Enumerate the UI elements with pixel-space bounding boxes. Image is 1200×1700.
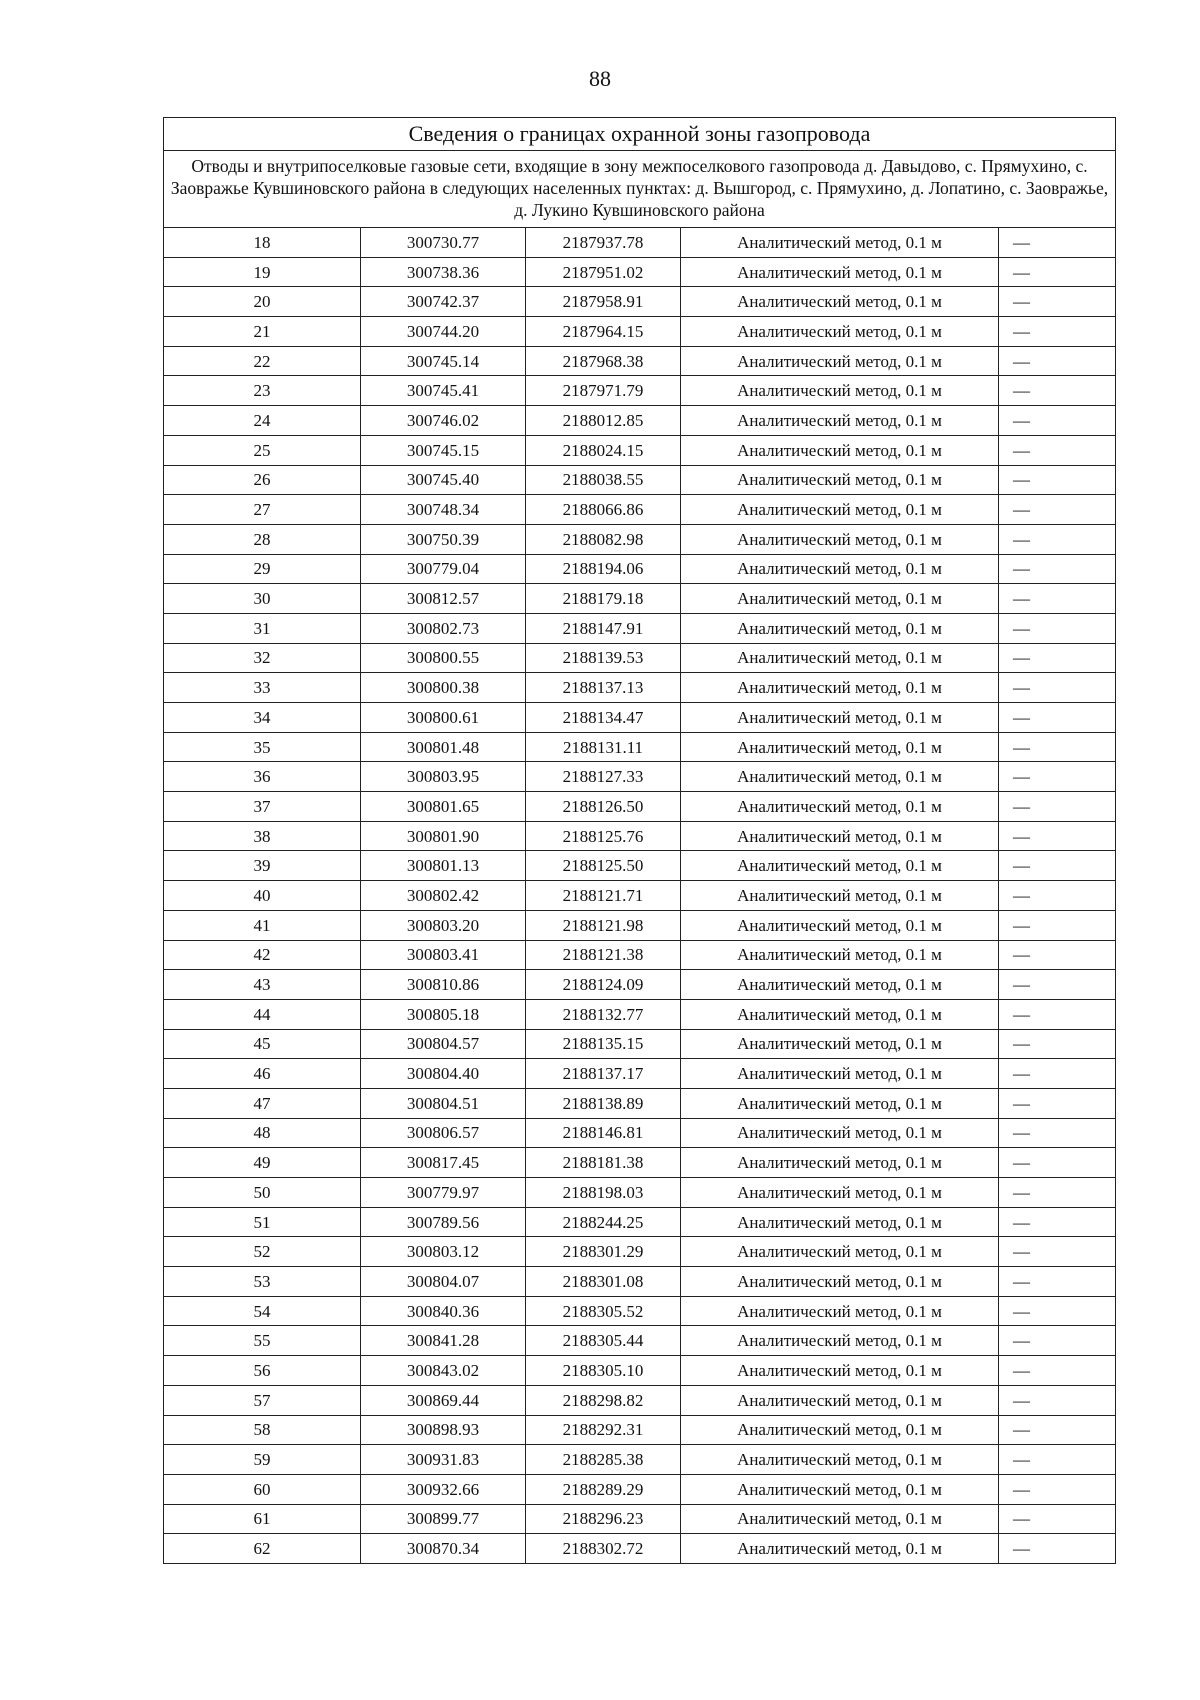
method-cell: Аналитический метод, 0.1 м [681, 495, 999, 525]
table-row [164, 1178, 1116, 1208]
point-number-cell: 30 [164, 584, 361, 614]
point-number-cell: 26 [164, 465, 361, 495]
method-cell: Аналитический метод, 0.1 м [681, 999, 999, 1029]
note-cell: — [999, 732, 1116, 762]
point-number-cell: 60 [164, 1474, 361, 1504]
method-cell: Аналитический метод, 0.1 м [681, 584, 999, 614]
y-coordinate-cell: 2188121.71 [526, 881, 681, 911]
point-number-cell: 31 [164, 613, 361, 643]
table-row [164, 1504, 1116, 1534]
point-number-cell: 52 [164, 1237, 361, 1267]
table-subtitle: Отводы и внутрипоселковые газовые сети, входящие в зону межпоселкового газопровода д. Давыдово, с. Прямухино, с. Заовражье Кувшиновского района в следующих населенных пунктах: д. Вышгород, с. Прямухино, д. Лопатино, с. Заовражье, д. Лукино Кувшиновского района [164, 151, 1116, 228]
table-row [164, 762, 1116, 792]
method-cell: Аналитический метод, 0.1 м [681, 1088, 999, 1118]
note-cell: — [999, 762, 1116, 792]
note-cell: — [999, 376, 1116, 406]
y-coordinate-cell: 2187951.02 [526, 257, 681, 287]
note-cell: — [999, 940, 1116, 970]
x-coordinate-cell: 300817.45 [361, 1148, 526, 1178]
y-coordinate-cell: 2188132.77 [526, 999, 681, 1029]
table-row [164, 1088, 1116, 1118]
method-cell: Аналитический метод, 0.1 м [681, 821, 999, 851]
y-coordinate-cell: 2187937.78 [526, 228, 681, 258]
y-coordinate-cell: 2188127.33 [526, 762, 681, 792]
note-cell: — [999, 1385, 1116, 1415]
method-cell: Аналитический метод, 0.1 м [681, 1207, 999, 1237]
x-coordinate-cell: 300899.77 [361, 1504, 526, 1534]
table-row [164, 346, 1116, 376]
note-cell: — [999, 584, 1116, 614]
x-coordinate-cell: 300898.93 [361, 1415, 526, 1445]
y-coordinate-cell: 2188125.76 [526, 821, 681, 851]
note-cell: — [999, 435, 1116, 465]
point-number-cell: 44 [164, 999, 361, 1029]
y-coordinate-cell: 2188179.18 [526, 584, 681, 614]
y-coordinate-cell: 2188134.47 [526, 703, 681, 733]
method-cell: Аналитический метод, 0.1 м [681, 1534, 999, 1564]
table-row [164, 792, 1116, 822]
note-cell: — [999, 999, 1116, 1029]
table-row [164, 1029, 1116, 1059]
note-cell: — [999, 1059, 1116, 1089]
method-cell: Аналитический метод, 0.1 м [681, 703, 999, 733]
point-number-cell: 34 [164, 703, 361, 733]
note-cell: — [999, 228, 1116, 258]
method-cell: Аналитический метод, 0.1 м [681, 970, 999, 1000]
table-row [164, 1474, 1116, 1504]
point-number-cell: 19 [164, 257, 361, 287]
x-coordinate-cell: 300869.44 [361, 1385, 526, 1415]
x-coordinate-cell: 300779.97 [361, 1178, 526, 1208]
y-coordinate-cell: 2188296.23 [526, 1504, 681, 1534]
point-number-cell: 33 [164, 673, 361, 703]
method-cell: Аналитический метод, 0.1 м [681, 228, 999, 258]
method-cell: Аналитический метод, 0.1 м [681, 554, 999, 584]
note-cell: — [999, 970, 1116, 1000]
x-coordinate-cell: 300738.36 [361, 257, 526, 287]
table-row [164, 554, 1116, 584]
note-cell: — [999, 851, 1116, 881]
table-row [164, 317, 1116, 347]
point-number-cell: 42 [164, 940, 361, 970]
point-number-cell: 40 [164, 881, 361, 911]
method-cell: Аналитический метод, 0.1 м [681, 1445, 999, 1475]
point-number-cell: 49 [164, 1148, 361, 1178]
point-number-cell: 61 [164, 1504, 361, 1534]
point-number-cell: 23 [164, 376, 361, 406]
note-cell: — [999, 881, 1116, 911]
y-coordinate-cell: 2187968.38 [526, 346, 681, 376]
x-coordinate-cell: 300745.15 [361, 435, 526, 465]
y-coordinate-cell: 2188135.15 [526, 1029, 681, 1059]
x-coordinate-cell: 300870.34 [361, 1534, 526, 1564]
method-cell: Аналитический метод, 0.1 м [681, 1415, 999, 1445]
table-row [164, 613, 1116, 643]
table-row [164, 524, 1116, 554]
table-row [164, 1415, 1116, 1445]
point-number-cell: 56 [164, 1356, 361, 1386]
point-number-cell: 59 [164, 1445, 361, 1475]
table-row [164, 287, 1116, 317]
note-cell: — [999, 1237, 1116, 1267]
method-cell: Аналитический метод, 0.1 м [681, 1178, 999, 1208]
method-cell: Аналитический метод, 0.1 м [681, 1148, 999, 1178]
method-cell: Аналитический метод, 0.1 м [681, 346, 999, 376]
y-coordinate-cell: 2188305.10 [526, 1356, 681, 1386]
x-coordinate-cell: 300802.42 [361, 881, 526, 911]
table-row [164, 940, 1116, 970]
table-row [164, 228, 1116, 258]
note-cell: — [999, 1148, 1116, 1178]
note-cell: — [999, 1207, 1116, 1237]
table-row [164, 1237, 1116, 1267]
x-coordinate-cell: 300803.95 [361, 762, 526, 792]
note-cell: — [999, 1415, 1116, 1445]
x-coordinate-cell: 300745.41 [361, 376, 526, 406]
note-cell: — [999, 495, 1116, 525]
y-coordinate-cell: 2188012.85 [526, 406, 681, 436]
y-coordinate-cell: 2188024.15 [526, 435, 681, 465]
method-cell: Аналитический метод, 0.1 м [681, 317, 999, 347]
y-coordinate-cell: 2188038.55 [526, 465, 681, 495]
method-cell: Аналитический метод, 0.1 м [681, 643, 999, 673]
point-number-cell: 47 [164, 1088, 361, 1118]
method-cell: Аналитический метод, 0.1 м [681, 524, 999, 554]
table-row [164, 495, 1116, 525]
x-coordinate-cell: 300812.57 [361, 584, 526, 614]
note-cell: — [999, 1445, 1116, 1475]
method-cell: Аналитический метод, 0.1 м [681, 613, 999, 643]
point-number-cell: 29 [164, 554, 361, 584]
y-coordinate-cell: 2188121.38 [526, 940, 681, 970]
y-coordinate-cell: 2188181.38 [526, 1148, 681, 1178]
point-number-cell: 43 [164, 970, 361, 1000]
note-cell: — [999, 613, 1116, 643]
y-coordinate-cell: 2187971.79 [526, 376, 681, 406]
point-number-cell: 36 [164, 762, 361, 792]
point-number-cell: 54 [164, 1296, 361, 1326]
x-coordinate-cell: 300803.41 [361, 940, 526, 970]
x-coordinate-cell: 300806.57 [361, 1118, 526, 1148]
method-cell: Аналитический метод, 0.1 м [681, 1504, 999, 1534]
point-number-cell: 32 [164, 643, 361, 673]
method-cell: Аналитический метод, 0.1 м [681, 851, 999, 881]
point-number-cell: 51 [164, 1207, 361, 1237]
y-coordinate-cell: 2188125.50 [526, 851, 681, 881]
x-coordinate-cell: 300745.14 [361, 346, 526, 376]
note-cell: — [999, 1504, 1116, 1534]
note-cell: — [999, 257, 1116, 287]
method-cell: Аналитический метод, 0.1 м [681, 1356, 999, 1386]
table-row [164, 1445, 1116, 1475]
y-coordinate-cell: 2187964.15 [526, 317, 681, 347]
point-number-cell: 48 [164, 1118, 361, 1148]
y-coordinate-cell: 2188302.72 [526, 1534, 681, 1564]
x-coordinate-cell: 300840.36 [361, 1296, 526, 1326]
y-coordinate-cell: 2188147.91 [526, 613, 681, 643]
point-number-cell: 24 [164, 406, 361, 436]
table-row [164, 732, 1116, 762]
method-cell: Аналитический метод, 0.1 м [681, 435, 999, 465]
y-coordinate-cell: 2188137.17 [526, 1059, 681, 1089]
note-cell: — [999, 821, 1116, 851]
note-cell: — [999, 317, 1116, 347]
point-number-cell: 22 [164, 346, 361, 376]
y-coordinate-cell: 2188137.13 [526, 673, 681, 703]
point-number-cell: 20 [164, 287, 361, 317]
note-cell: — [999, 673, 1116, 703]
point-number-cell: 50 [164, 1178, 361, 1208]
method-cell: Аналитический метод, 0.1 м [681, 1474, 999, 1504]
x-coordinate-cell: 300801.65 [361, 792, 526, 822]
table-row [164, 406, 1116, 436]
note-cell: — [999, 1029, 1116, 1059]
table-row [164, 999, 1116, 1029]
method-cell: Аналитический метод, 0.1 м [681, 1267, 999, 1297]
point-number-cell: 39 [164, 851, 361, 881]
y-coordinate-cell: 2187958.91 [526, 287, 681, 317]
method-cell: Аналитический метод, 0.1 м [681, 257, 999, 287]
x-coordinate-cell: 300742.37 [361, 287, 526, 317]
point-number-cell: 35 [164, 732, 361, 762]
table-row [164, 435, 1116, 465]
point-number-cell: 55 [164, 1326, 361, 1356]
note-cell: — [999, 1267, 1116, 1297]
point-number-cell: 57 [164, 1385, 361, 1415]
table-row [164, 376, 1116, 406]
method-cell: Аналитический метод, 0.1 м [681, 792, 999, 822]
x-coordinate-cell: 300779.04 [361, 554, 526, 584]
point-number-cell: 62 [164, 1534, 361, 1564]
method-cell: Аналитический метод, 0.1 м [681, 1237, 999, 1267]
table-title: Сведения о границах охранной зоны газопровода [164, 118, 1116, 151]
y-coordinate-cell: 2188138.89 [526, 1088, 681, 1118]
point-number-cell: 46 [164, 1059, 361, 1089]
note-cell: — [999, 287, 1116, 317]
point-number-cell: 45 [164, 1029, 361, 1059]
note-cell: — [999, 1178, 1116, 1208]
point-number-cell: 18 [164, 228, 361, 258]
x-coordinate-cell: 300803.20 [361, 910, 526, 940]
table-row [164, 643, 1116, 673]
x-coordinate-cell: 300802.73 [361, 613, 526, 643]
note-cell: — [999, 1088, 1116, 1118]
table-row [164, 1118, 1116, 1148]
method-cell: Аналитический метод, 0.1 м [681, 1385, 999, 1415]
point-number-cell: 27 [164, 495, 361, 525]
method-cell: Аналитический метод, 0.1 м [681, 940, 999, 970]
table-row [164, 970, 1116, 1000]
note-cell: — [999, 1474, 1116, 1504]
point-number-cell: 38 [164, 821, 361, 851]
x-coordinate-cell: 300730.77 [361, 228, 526, 258]
table-row [164, 851, 1116, 881]
table-row [164, 465, 1116, 495]
note-cell: — [999, 406, 1116, 436]
method-cell: Аналитический метод, 0.1 м [681, 465, 999, 495]
table-row [164, 821, 1116, 851]
method-cell: Аналитический метод, 0.1 м [681, 1029, 999, 1059]
note-cell: — [999, 1326, 1116, 1356]
note-cell: — [999, 1118, 1116, 1148]
y-coordinate-cell: 2188194.06 [526, 554, 681, 584]
x-coordinate-cell: 300804.57 [361, 1029, 526, 1059]
x-coordinate-cell: 300789.56 [361, 1207, 526, 1237]
y-coordinate-cell: 2188305.52 [526, 1296, 681, 1326]
x-coordinate-cell: 300801.13 [361, 851, 526, 881]
method-cell: Аналитический метод, 0.1 м [681, 732, 999, 762]
page-number: 88 [589, 66, 611, 91]
x-coordinate-cell: 300800.61 [361, 703, 526, 733]
y-coordinate-cell: 2188305.44 [526, 1326, 681, 1356]
y-coordinate-cell: 2188146.81 [526, 1118, 681, 1148]
y-coordinate-cell: 2188298.82 [526, 1385, 681, 1415]
x-coordinate-cell: 300804.40 [361, 1059, 526, 1089]
x-coordinate-cell: 300804.51 [361, 1088, 526, 1118]
table-row [164, 673, 1116, 703]
method-cell: Аналитический метод, 0.1 м [681, 910, 999, 940]
note-cell: — [999, 910, 1116, 940]
method-cell: Аналитический метод, 0.1 м [681, 1326, 999, 1356]
point-number-cell: 25 [164, 435, 361, 465]
method-cell: Аналитический метод, 0.1 м [681, 1118, 999, 1148]
y-coordinate-cell: 2188121.98 [526, 910, 681, 940]
note-cell: — [999, 643, 1116, 673]
y-coordinate-cell: 2188244.25 [526, 1207, 681, 1237]
point-number-cell: 37 [164, 792, 361, 822]
table-row [164, 703, 1116, 733]
x-coordinate-cell: 300801.90 [361, 821, 526, 851]
point-number-cell: 21 [164, 317, 361, 347]
method-cell: Аналитический метод, 0.1 м [681, 406, 999, 436]
method-cell: Аналитический метод, 0.1 м [681, 673, 999, 703]
note-cell: — [999, 1534, 1116, 1564]
x-coordinate-cell: 300931.83 [361, 1445, 526, 1475]
note-cell: — [999, 346, 1116, 376]
table-row [164, 584, 1116, 614]
y-coordinate-cell: 2188198.03 [526, 1178, 681, 1208]
method-cell: Аналитический метод, 0.1 м [681, 287, 999, 317]
point-number-cell: 58 [164, 1415, 361, 1445]
note-cell: — [999, 1296, 1116, 1326]
x-coordinate-cell: 300748.34 [361, 495, 526, 525]
table-row [164, 257, 1116, 287]
x-coordinate-cell: 300804.07 [361, 1267, 526, 1297]
point-number-cell: 28 [164, 524, 361, 554]
note-cell: — [999, 465, 1116, 495]
x-coordinate-cell: 300810.86 [361, 970, 526, 1000]
note-cell: — [999, 792, 1116, 822]
y-coordinate-cell: 2188066.86 [526, 495, 681, 525]
y-coordinate-cell: 2188131.11 [526, 732, 681, 762]
x-coordinate-cell: 300803.12 [361, 1237, 526, 1267]
table-row [164, 881, 1116, 911]
point-number-cell: 53 [164, 1267, 361, 1297]
note-cell: — [999, 1356, 1116, 1386]
x-coordinate-cell: 300750.39 [361, 524, 526, 554]
table-row [164, 1207, 1116, 1237]
method-cell: Аналитический метод, 0.1 м [681, 762, 999, 792]
y-coordinate-cell: 2188285.38 [526, 1445, 681, 1475]
coordinates-table [163, 117, 1116, 1564]
table-row [164, 1296, 1116, 1326]
method-cell: Аналитический метод, 0.1 м [681, 1296, 999, 1326]
note-cell: — [999, 703, 1116, 733]
y-coordinate-cell: 2188124.09 [526, 970, 681, 1000]
x-coordinate-cell: 300744.20 [361, 317, 526, 347]
table-row [164, 1534, 1116, 1564]
y-coordinate-cell: 2188301.29 [526, 1237, 681, 1267]
x-coordinate-cell: 300800.55 [361, 643, 526, 673]
table-row [164, 910, 1116, 940]
method-cell: Аналитический метод, 0.1 м [681, 1059, 999, 1089]
x-coordinate-cell: 300843.02 [361, 1356, 526, 1386]
table-row [164, 1326, 1116, 1356]
table-row [164, 1356, 1116, 1386]
method-cell: Аналитический метод, 0.1 м [681, 376, 999, 406]
table-row [164, 1059, 1116, 1089]
y-coordinate-cell: 2188082.98 [526, 524, 681, 554]
x-coordinate-cell: 300932.66 [361, 1474, 526, 1504]
method-cell: Аналитический метод, 0.1 м [681, 881, 999, 911]
y-coordinate-cell: 2188139.53 [526, 643, 681, 673]
table-row [164, 1148, 1116, 1178]
note-cell: — [999, 524, 1116, 554]
note-cell: — [999, 554, 1116, 584]
table-row [164, 1267, 1116, 1297]
x-coordinate-cell: 300800.38 [361, 673, 526, 703]
y-coordinate-cell: 2188292.31 [526, 1415, 681, 1445]
x-coordinate-cell: 300805.18 [361, 999, 526, 1029]
point-number-cell: 41 [164, 910, 361, 940]
x-coordinate-cell: 300746.02 [361, 406, 526, 436]
x-coordinate-cell: 300801.48 [361, 732, 526, 762]
y-coordinate-cell: 2188289.29 [526, 1474, 681, 1504]
y-coordinate-cell: 2188126.50 [526, 792, 681, 822]
table-row [164, 1385, 1116, 1415]
x-coordinate-cell: 300841.28 [361, 1326, 526, 1356]
y-coordinate-cell: 2188301.08 [526, 1267, 681, 1297]
x-coordinate-cell: 300745.40 [361, 465, 526, 495]
